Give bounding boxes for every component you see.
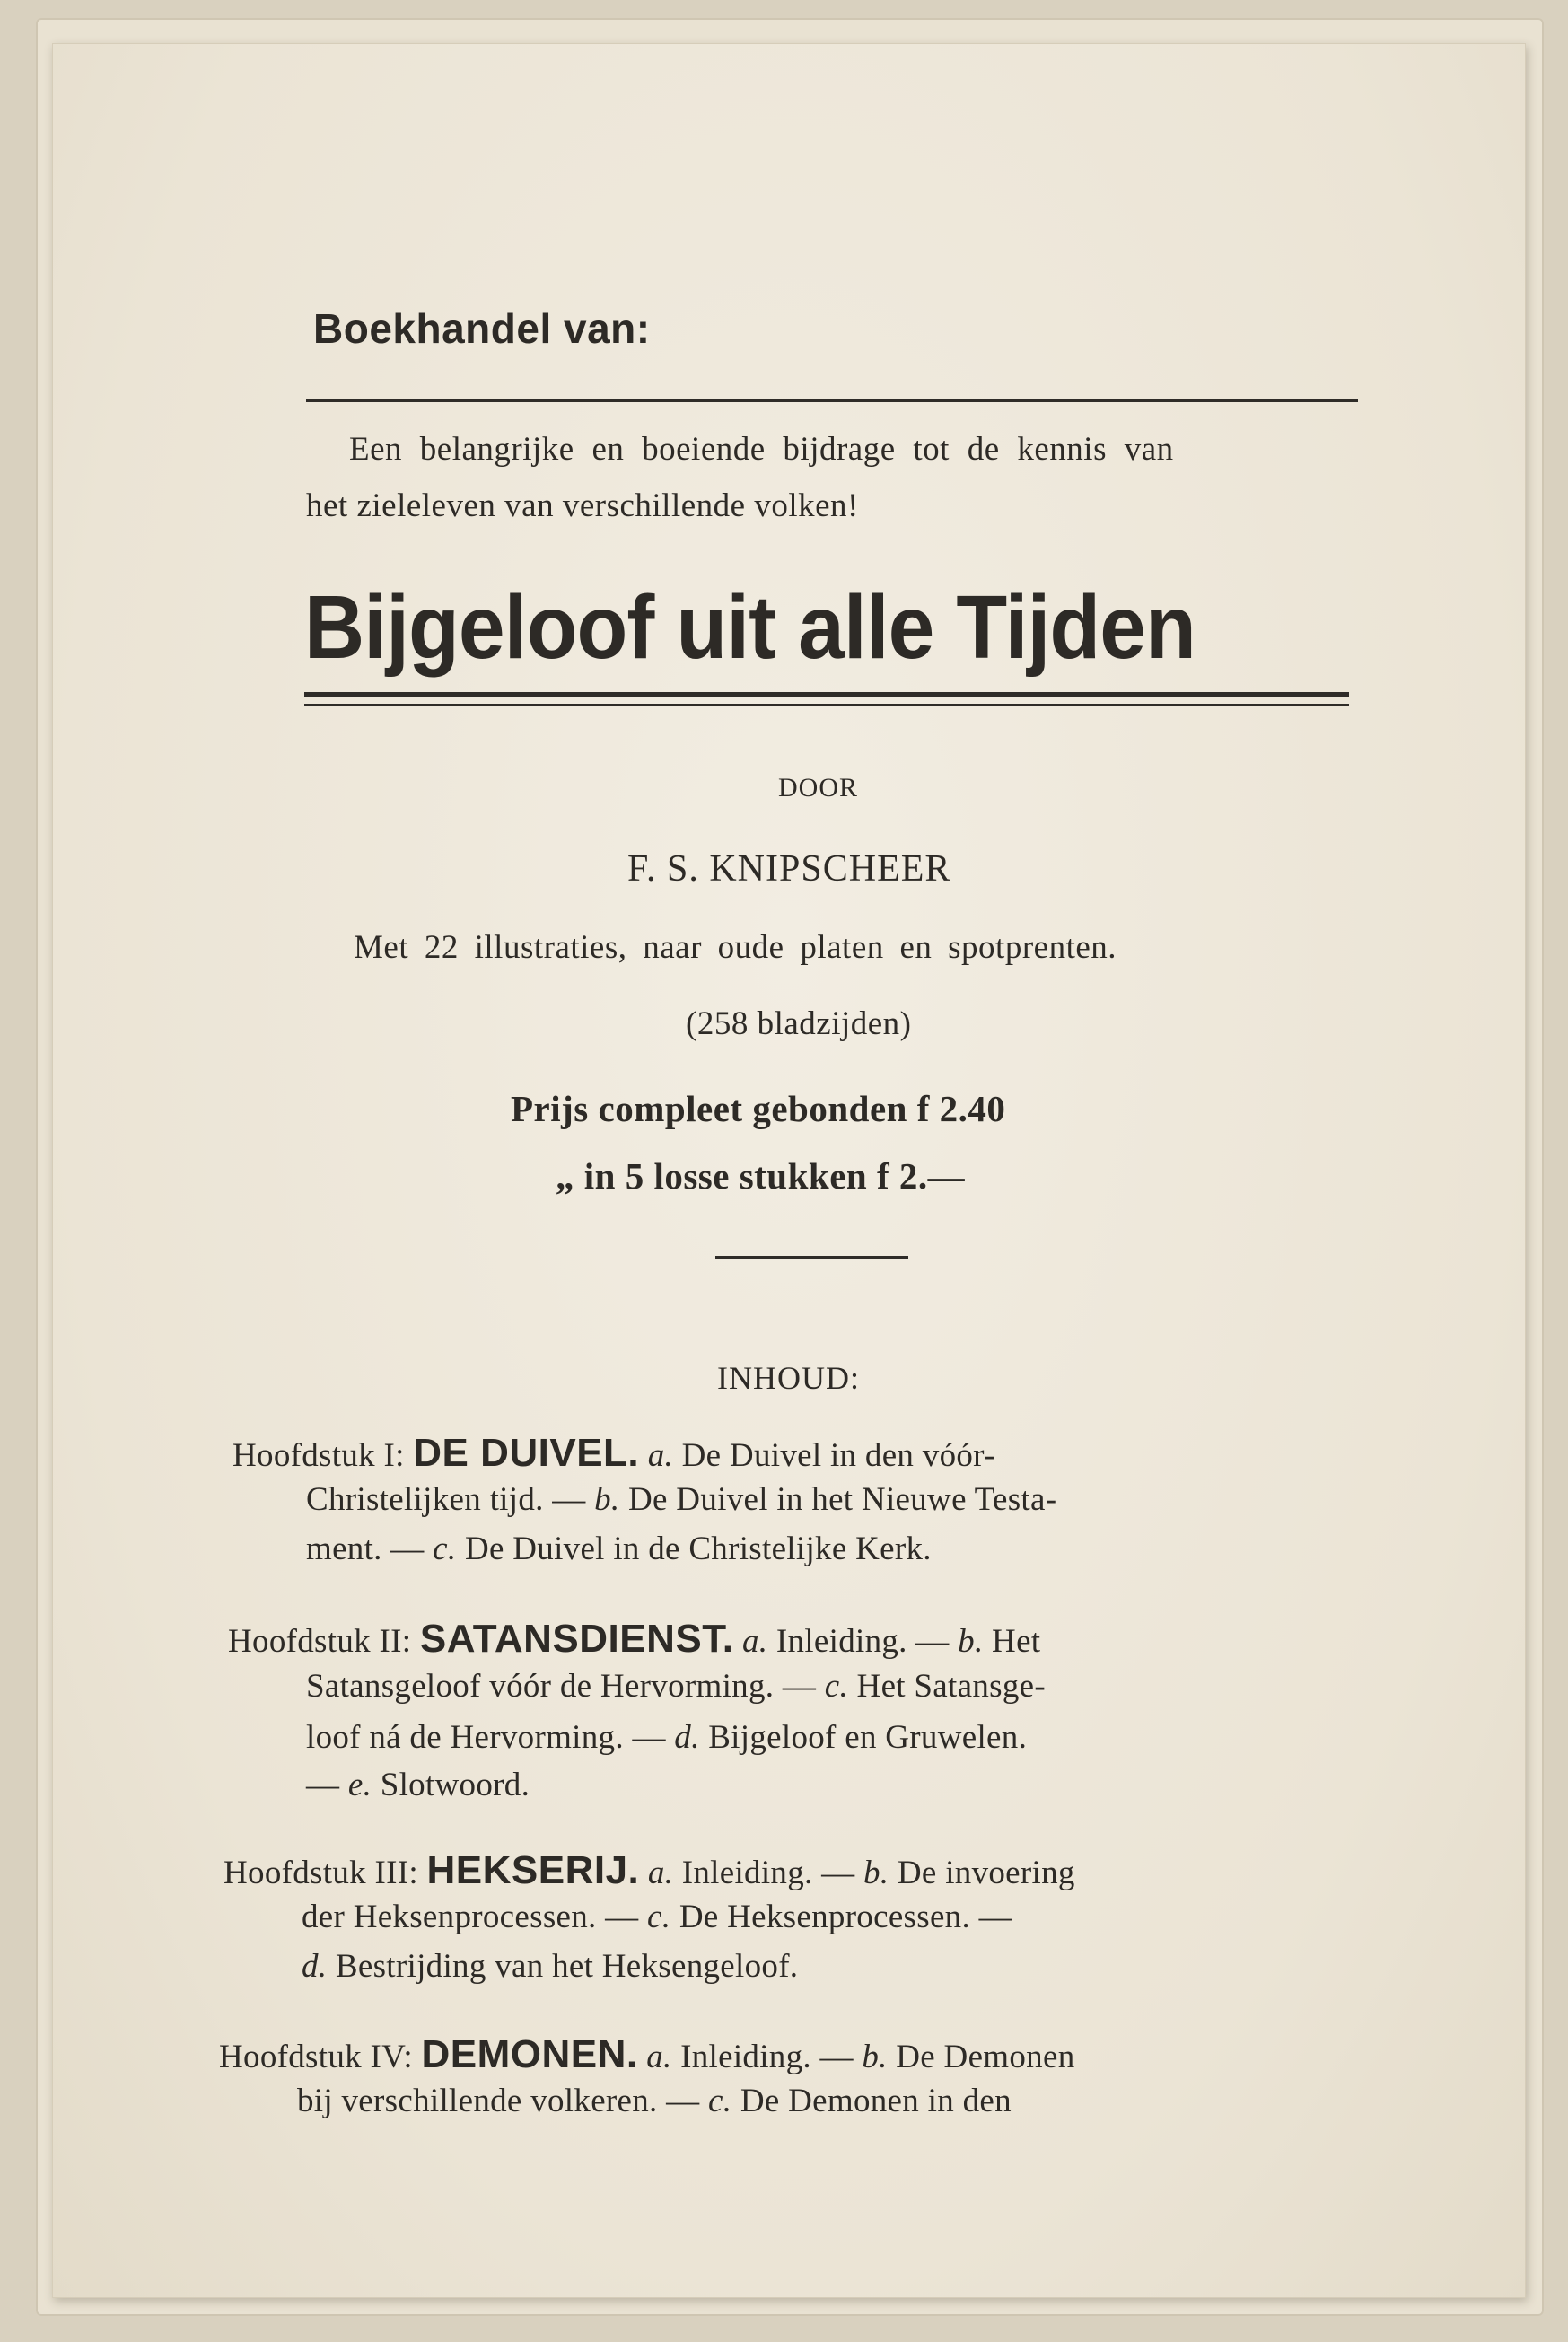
item-marker: b. xyxy=(862,2039,888,2075)
item-marker: a. xyxy=(647,1855,674,1891)
item-text: De Heksenprocessen. — xyxy=(670,1899,1012,1935)
page-count: (258 bladzijden) xyxy=(686,1005,912,1042)
chapter-3-title: HEKSERIJ. xyxy=(426,1848,640,1892)
item-marker: b. xyxy=(594,1481,620,1518)
header-rule xyxy=(306,399,1358,402)
chapter-4-line-2 xyxy=(297,2082,1012,2120)
price-bound: Prijs compleet gebonden f 2.40 xyxy=(511,1088,1006,1129)
book-title: Bijgeloof uit alle Tijden xyxy=(304,577,1196,678)
chapter-2-line-1 xyxy=(228,1617,1040,1662)
item-marker: d. xyxy=(674,1719,700,1756)
chapter-1-line-1 xyxy=(232,1431,995,1476)
title-rule-thick xyxy=(304,692,1349,697)
bookshop-label: Boekhandel van: xyxy=(313,305,651,352)
chapter-2-line-2 xyxy=(306,1667,1046,1706)
chapter-4-label: Hoofdstuk IV: xyxy=(219,2039,413,2075)
item-marker: c. xyxy=(647,1899,671,1935)
item-marker: a. xyxy=(647,1437,674,1474)
item-text: bij verschillende volkeren. — xyxy=(297,2083,709,2119)
item-text: De Demonen xyxy=(887,2039,1075,2075)
item-text: Christelijken tijd. — xyxy=(306,1481,595,1518)
chapter-3-line-2 xyxy=(302,1898,1012,1936)
item-marker: e. xyxy=(347,1767,372,1803)
item-marker: c. xyxy=(708,2083,732,2119)
contents-heading: INHOUD: xyxy=(717,1360,860,1396)
chapter-1-label: Hoofdstuk I: xyxy=(232,1437,405,1474)
chapter-3-line-3 xyxy=(302,1947,798,1986)
item-marker: b. xyxy=(958,1623,984,1660)
title-rule-thin xyxy=(304,704,1349,706)
item-text: loof ná de Hervorming. — xyxy=(306,1719,675,1756)
item-text: Inleiding. — xyxy=(767,1623,959,1660)
item-text: De Duivel in de Christelijke Kerk. xyxy=(456,1531,932,1567)
chapter-2-title: SATANSDIENST. xyxy=(419,1617,734,1661)
item-text: Slotwoord. xyxy=(372,1767,530,1803)
item-marker: c. xyxy=(824,1668,848,1705)
chapter-4-line-1 xyxy=(219,2032,1075,2077)
item-marker: a. xyxy=(741,1623,768,1660)
section-divider xyxy=(715,1256,908,1259)
item-marker: c. xyxy=(433,1531,457,1567)
chapter-2-line-3 xyxy=(306,1718,1027,1757)
item-text: De Duivel in het Nieuwe Testa- xyxy=(619,1481,1057,1518)
chapter-2-label: Hoofdstuk II: xyxy=(228,1623,412,1660)
price-loose: „ in 5 losse stukken f 2.— xyxy=(556,1155,966,1197)
item-text: De Demonen in den xyxy=(731,2083,1012,2119)
item-text: — xyxy=(306,1767,348,1803)
item-text: De Duivel in den vóór- xyxy=(673,1437,995,1474)
byline-door: DOOR xyxy=(778,773,859,803)
item-marker: b. xyxy=(863,1855,889,1891)
item-text: Bijgeloof en Gruwelen. xyxy=(699,1719,1028,1756)
item-text: Het Satansge- xyxy=(848,1668,1046,1705)
intro-line-2: het zieleleven van verschillende volken! xyxy=(306,487,859,524)
intro-line-1: Een belangrijke en boeiende bijdrage tot de kennis van xyxy=(349,431,1174,468)
author-name: F. S. KNIPSCHEER xyxy=(627,848,951,890)
item-text: Satansgeloof vóór de Hervorming. — xyxy=(306,1668,825,1705)
item-text: De invoering xyxy=(889,1855,1075,1891)
item-text: ment. — xyxy=(306,1531,434,1567)
chapter-1-title: DE DUIVEL. xyxy=(413,1431,640,1475)
chapter-2-line-4 xyxy=(306,1766,530,1804)
item-text: der Heksenprocessen. — xyxy=(302,1899,647,1935)
chapter-1-line-2 xyxy=(306,1480,1056,1519)
chapter-1-line-3 xyxy=(306,1530,932,1568)
chapter-4-title: DEMONEN. xyxy=(421,2032,638,2076)
item-text: Het xyxy=(983,1623,1041,1660)
chapter-3-line-1 xyxy=(223,1848,1075,1893)
item-text: Inleiding. — xyxy=(673,1855,863,1891)
item-text: Inleiding. — xyxy=(671,2039,863,2075)
item-marker: d. xyxy=(302,1948,328,1985)
chapter-3-label: Hoofdstuk III: xyxy=(223,1855,418,1891)
item-text: Bestrijding van het Heksengeloof. xyxy=(327,1948,799,1985)
printed-leaflet xyxy=(52,43,1526,2298)
illustrations-note: Met 22 illustraties, naar oude platen en spotprenten. xyxy=(354,929,1117,966)
item-marker: a. xyxy=(646,2039,672,2075)
